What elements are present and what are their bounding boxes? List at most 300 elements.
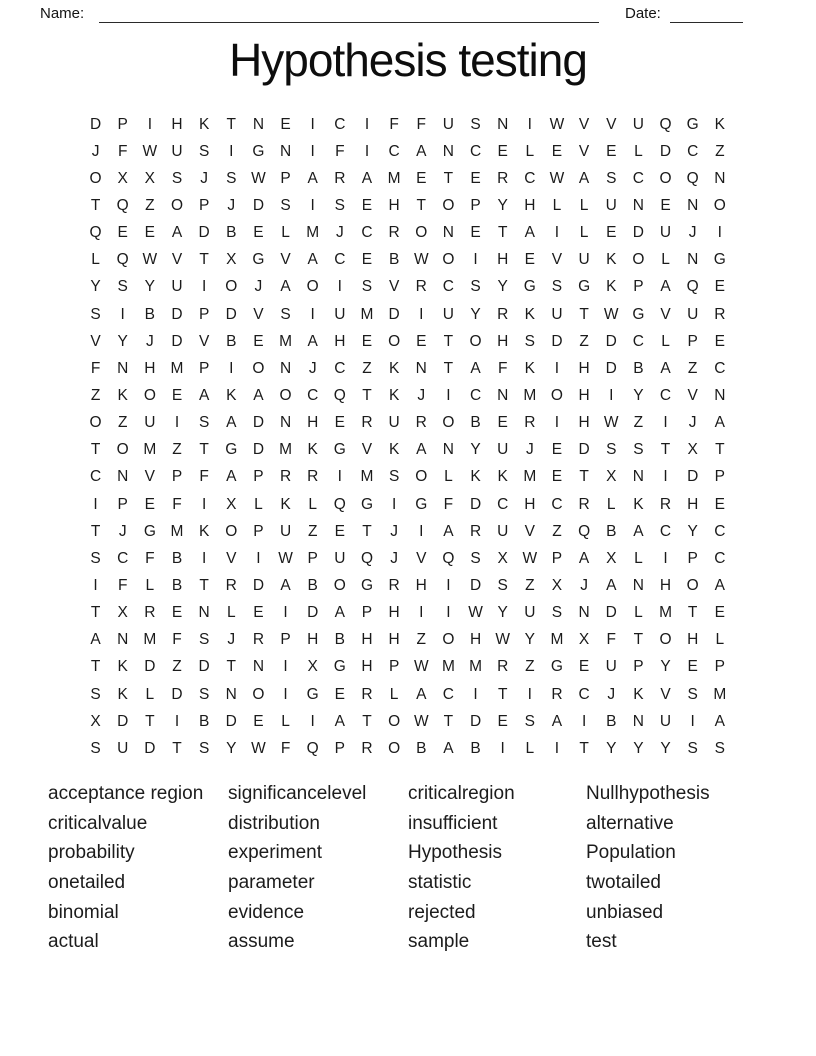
grid-letter: T bbox=[362, 522, 372, 540]
word-list-column bbox=[48, 779, 203, 957]
grid-letter: A bbox=[198, 386, 210, 404]
grid-letter: C bbox=[334, 359, 346, 377]
grid-letter: E bbox=[470, 224, 481, 242]
grid-letter: R bbox=[415, 278, 427, 296]
grid-letter: W bbox=[549, 169, 565, 187]
grid-letter: J bbox=[417, 386, 426, 404]
grid-letter: U bbox=[632, 115, 644, 133]
grid-letter: N bbox=[687, 251, 699, 269]
grid-letter: S bbox=[524, 712, 535, 730]
grid-letter: Q bbox=[333, 386, 346, 404]
grid-letter: P bbox=[171, 468, 183, 486]
grid-letter: N bbox=[252, 658, 265, 676]
grid-letter: S bbox=[687, 739, 698, 757]
grid-letter: D bbox=[469, 495, 482, 513]
grid-letter: Z bbox=[552, 522, 562, 540]
grid-letter: U bbox=[497, 522, 509, 540]
grid-letter: H bbox=[497, 251, 509, 269]
grid-letter: I bbox=[554, 739, 560, 757]
grid-letter: B bbox=[307, 576, 318, 594]
grid-letter: I bbox=[201, 278, 207, 296]
grid-letter: O bbox=[659, 631, 672, 649]
grid-letter: Y bbox=[524, 631, 535, 649]
word-list-column bbox=[228, 779, 366, 957]
grid-letter: R bbox=[714, 305, 726, 323]
date-fill-line bbox=[670, 22, 743, 23]
grid-letter: A bbox=[714, 414, 725, 432]
grid-letter: K bbox=[198, 522, 210, 540]
grid-letter: U bbox=[171, 278, 183, 296]
grid-letter: O bbox=[170, 196, 184, 214]
grid-letter: C bbox=[307, 386, 319, 404]
grid-letter: O bbox=[225, 278, 238, 296]
grid-letter: M bbox=[143, 631, 157, 649]
grid-letter: L bbox=[579, 196, 589, 214]
grid-letter: Q bbox=[686, 278, 699, 296]
grid-letter: F bbox=[497, 359, 508, 377]
grid-letter: N bbox=[442, 224, 454, 242]
grid-letter: G bbox=[578, 278, 591, 296]
grid-letter: M bbox=[306, 224, 320, 242]
grid-letter: N bbox=[279, 359, 292, 377]
grid-letter: C bbox=[442, 685, 454, 703]
grid-letter: E bbox=[497, 712, 508, 730]
grid-letter: E bbox=[334, 522, 345, 540]
grid-letter: A bbox=[253, 386, 264, 404]
grid-letter: X bbox=[226, 251, 237, 269]
grid-letter: H bbox=[334, 332, 346, 350]
grid-letter: S bbox=[551, 604, 563, 622]
grid-letter: V bbox=[198, 332, 210, 350]
grid-letter: D bbox=[171, 332, 183, 350]
grid-letter: J bbox=[688, 224, 697, 242]
grid-letter: O bbox=[659, 169, 672, 187]
grid-letter: O bbox=[333, 576, 346, 594]
grid-letter: D bbox=[171, 685, 183, 703]
grid-letter: S bbox=[633, 441, 644, 459]
grid-letter: T bbox=[497, 685, 508, 703]
grid-letter: F bbox=[606, 631, 616, 649]
grid-letter: B bbox=[388, 251, 400, 269]
grid-letter: I bbox=[283, 658, 288, 676]
grid-letter: N bbox=[117, 359, 129, 377]
grid-letter: H bbox=[388, 196, 400, 214]
grid-letter: W bbox=[251, 169, 266, 187]
grid-letter: K bbox=[307, 441, 318, 459]
grid-letter: I bbox=[93, 576, 98, 594]
grid-letter: I bbox=[201, 549, 207, 567]
grid-letter: H bbox=[524, 495, 536, 513]
grid-letter: K bbox=[388, 386, 400, 404]
grid-letter: T bbox=[443, 332, 454, 350]
grid-letter: N bbox=[442, 441, 454, 459]
grid-letter: L bbox=[389, 685, 399, 703]
grid-letter: G bbox=[252, 142, 265, 160]
grid-letter: Q bbox=[686, 169, 699, 187]
grid-letter: N bbox=[279, 414, 292, 432]
grid-letter: L bbox=[634, 549, 643, 567]
grid-letter: I bbox=[310, 196, 315, 214]
grid-letter: L bbox=[634, 142, 643, 160]
grid-letter: V bbox=[226, 549, 237, 567]
grid-letter: N bbox=[632, 712, 644, 730]
grid-letter: E bbox=[714, 604, 725, 622]
grid-letter: I bbox=[310, 142, 315, 160]
grid-letter: C bbox=[551, 495, 563, 513]
grid-letter: O bbox=[388, 712, 401, 730]
grid-letter: N bbox=[497, 115, 509, 133]
grid-letter: X bbox=[90, 712, 101, 730]
grid-letter: L bbox=[525, 739, 535, 757]
grid-letter: E bbox=[361, 196, 373, 214]
grid-letter: D bbox=[144, 658, 156, 676]
grid-letter: O bbox=[388, 332, 401, 350]
grid-letter: L bbox=[715, 631, 725, 649]
grid-letter: S bbox=[470, 115, 481, 133]
grid-letter: B bbox=[334, 631, 345, 649]
grid-letter: I bbox=[310, 305, 315, 323]
grid-letter: Z bbox=[172, 658, 182, 676]
grid-letter: W bbox=[495, 631, 510, 649]
grid-letter: R bbox=[469, 522, 482, 540]
grid-letter: I bbox=[283, 685, 288, 703]
grid-letter: Q bbox=[578, 522, 591, 540]
grid-letter: G bbox=[306, 685, 319, 703]
grid-letter: T bbox=[579, 468, 589, 486]
grid-letter: X bbox=[307, 658, 318, 676]
word-list-item: rejected bbox=[408, 901, 476, 923]
grid-letter: R bbox=[497, 658, 509, 676]
grid-letter: E bbox=[253, 224, 264, 242]
grid-letter: D bbox=[605, 332, 617, 350]
grid-letter: A bbox=[578, 549, 590, 567]
grid-letter: D bbox=[252, 196, 265, 214]
grid-letter: G bbox=[550, 658, 563, 676]
grid-letter: P bbox=[687, 549, 698, 567]
grid-letter: J bbox=[308, 359, 317, 377]
grid-letter: V bbox=[416, 549, 427, 567]
grid-letter: M bbox=[170, 522, 184, 540]
grid-letter: W bbox=[278, 549, 293, 567]
grid-letter: D bbox=[659, 142, 672, 160]
grid-letter: I bbox=[473, 251, 478, 269]
grid-letter: J bbox=[91, 142, 100, 160]
word-list-item: unbiased bbox=[586, 901, 664, 923]
grid-letter: F bbox=[172, 631, 182, 649]
grid-letter: N bbox=[252, 115, 265, 133]
grid-letter: V bbox=[660, 685, 671, 703]
word-list-item: twotailed bbox=[586, 872, 661, 894]
grid-letter: N bbox=[714, 386, 726, 404]
grid-letter: C bbox=[497, 495, 509, 513]
grid-letter: G bbox=[333, 658, 346, 676]
grid-letter: B bbox=[470, 414, 481, 432]
grid-letter: K bbox=[606, 278, 617, 296]
grid-letter: Z bbox=[579, 332, 589, 350]
grid-letter: T bbox=[687, 604, 698, 622]
grid-letter: M bbox=[279, 441, 293, 459]
grid-letter: G bbox=[333, 441, 346, 459]
grid-letter: Z bbox=[687, 359, 698, 377]
grid-letter: M bbox=[143, 441, 157, 459]
grid-letter: S bbox=[606, 169, 617, 187]
grid-letter: E bbox=[334, 414, 345, 432]
grid-letter: T bbox=[226, 658, 236, 676]
grid-letter: E bbox=[470, 169, 481, 187]
word-list-item: criticalregion bbox=[408, 783, 515, 804]
grid-letter: P bbox=[714, 658, 725, 676]
grid-letter: C bbox=[469, 142, 482, 160]
grid-letter: J bbox=[118, 522, 127, 540]
grid-letter: U bbox=[388, 414, 400, 432]
grid-letter: K bbox=[117, 658, 128, 676]
grid-letter: D bbox=[578, 441, 590, 459]
grid-letter: F bbox=[416, 115, 426, 133]
word-list-item: parameter bbox=[228, 872, 315, 894]
grid-letter: N bbox=[578, 604, 590, 622]
grid-letter: C bbox=[117, 549, 129, 567]
grid-letter: E bbox=[606, 224, 617, 242]
grid-letter: L bbox=[254, 495, 263, 513]
grid-letter: U bbox=[442, 115, 454, 133]
grid-letter: E bbox=[551, 441, 563, 459]
grid-letter: B bbox=[226, 224, 237, 242]
grid-letter: I bbox=[717, 224, 722, 242]
grid-letter: V bbox=[388, 278, 400, 296]
grid-letter: D bbox=[225, 305, 237, 323]
grid-letter: L bbox=[444, 468, 453, 486]
grid-letter: S bbox=[198, 739, 210, 757]
grid-letter: H bbox=[659, 576, 672, 594]
grid-letter: E bbox=[334, 685, 345, 703]
word-list-item: statistic bbox=[408, 872, 472, 894]
grid-letter: H bbox=[361, 658, 373, 676]
grid-letter: U bbox=[117, 739, 129, 757]
grid-letter: I bbox=[609, 386, 614, 404]
grid-letter: U bbox=[442, 305, 454, 323]
word-list-item: alternative bbox=[586, 812, 674, 834]
grid-letter: W bbox=[413, 712, 429, 730]
grid-letter: C bbox=[334, 115, 346, 133]
grid-letter: J bbox=[335, 224, 344, 242]
grid-letter: B bbox=[198, 712, 210, 730]
grid-letter: T bbox=[362, 712, 372, 730]
grid-letter: T bbox=[90, 604, 101, 622]
grid-letter: V bbox=[361, 441, 373, 459]
grid-letter: I bbox=[174, 712, 180, 730]
grid-letter: Q bbox=[333, 495, 346, 513]
grid-letter: P bbox=[633, 278, 644, 296]
grid-letter: L bbox=[281, 224, 290, 242]
grid-letter: U bbox=[171, 142, 183, 160]
grid-letter: R bbox=[388, 224, 400, 242]
grid-letter: R bbox=[524, 414, 536, 432]
grid-letter: S bbox=[361, 278, 373, 296]
grid-letter: P bbox=[633, 658, 644, 676]
grid-letter: T bbox=[199, 441, 209, 459]
grid-letter: N bbox=[442, 142, 454, 160]
grid-letter: Y bbox=[497, 604, 508, 622]
grid-letter: I bbox=[581, 712, 587, 730]
grid-letter: N bbox=[632, 576, 644, 594]
grid-letter: L bbox=[634, 604, 643, 622]
word-list-item: insufficient bbox=[408, 812, 498, 834]
grid-letter: Z bbox=[416, 631, 426, 649]
grid-letter: N bbox=[632, 468, 644, 486]
grid-letter: P bbox=[198, 305, 210, 323]
grid-letter: H bbox=[469, 631, 482, 649]
grid-letter: R bbox=[225, 576, 237, 594]
grid-letter: I bbox=[93, 495, 98, 513]
grid-letter: I bbox=[446, 386, 451, 404]
grid-letter: G bbox=[360, 576, 373, 594]
grid-letter: E bbox=[361, 251, 373, 269]
word-list-item: experiment bbox=[228, 842, 322, 864]
grid-letter: I bbox=[283, 604, 288, 622]
grid-letter: L bbox=[145, 576, 155, 594]
grid-letter: J bbox=[145, 332, 154, 350]
grid-letter: S bbox=[551, 278, 563, 296]
grid-letter: W bbox=[522, 549, 538, 567]
grid-letter: D bbox=[469, 712, 482, 730]
grid-letter: S bbox=[470, 278, 481, 296]
grid-letter: K bbox=[633, 495, 644, 513]
grid-letter: Z bbox=[172, 441, 182, 459]
grid-letter: X bbox=[687, 441, 698, 459]
grid-letter: O bbox=[442, 414, 455, 432]
grid-letter: O bbox=[442, 631, 455, 649]
grid-letter: H bbox=[415, 576, 427, 594]
grid-letter: O bbox=[415, 224, 428, 242]
grid-letter: R bbox=[361, 739, 373, 757]
grid-letter: E bbox=[117, 224, 128, 242]
grid-letter: D bbox=[252, 414, 265, 432]
word-list-item: Nullhypothesis bbox=[586, 783, 710, 804]
grid-letter: G bbox=[252, 251, 265, 269]
grid-letter: A bbox=[307, 169, 318, 187]
grid-letter: Y bbox=[470, 305, 481, 323]
name-label: Name: bbox=[40, 5, 85, 22]
word-list-item: distribution bbox=[228, 812, 320, 834]
word-list-item: Population bbox=[586, 842, 676, 864]
grid-letter: O bbox=[252, 685, 265, 703]
grid-letter: P bbox=[470, 196, 481, 214]
grid-letter: I bbox=[527, 685, 532, 703]
grid-letter: P bbox=[117, 495, 128, 513]
grid-letter: N bbox=[687, 196, 699, 214]
word-list-item: criticalvalue bbox=[48, 812, 148, 834]
grid-letter: F bbox=[117, 142, 128, 160]
grid-letter: S bbox=[90, 685, 101, 703]
grid-letter: Y bbox=[226, 739, 237, 757]
grid-letter: B bbox=[633, 359, 644, 377]
grid-letter: S bbox=[714, 739, 725, 757]
grid-letter: D bbox=[198, 224, 210, 242]
grid-letter: W bbox=[603, 305, 619, 323]
grid-letter: L bbox=[606, 495, 616, 513]
grid-letter: E bbox=[144, 495, 156, 513]
grid-letter: J bbox=[580, 576, 588, 594]
grid-letter: J bbox=[390, 522, 398, 540]
grid-letter: D bbox=[198, 658, 210, 676]
grid-letter: L bbox=[552, 196, 562, 214]
grid-letter: M bbox=[279, 332, 293, 350]
grid-letter: O bbox=[686, 576, 699, 594]
grid-letter: A bbox=[171, 224, 183, 242]
word-list-item: assume bbox=[228, 931, 295, 953]
grid-letter: Z bbox=[525, 658, 535, 676]
grid-letter: M bbox=[523, 386, 537, 404]
grid-letter: P bbox=[253, 522, 264, 540]
grid-letter: Y bbox=[633, 386, 644, 404]
grid-letter: C bbox=[578, 685, 590, 703]
grid-letter: I bbox=[364, 142, 370, 160]
grid-letter: A bbox=[606, 576, 617, 594]
grid-letter: Z bbox=[145, 196, 155, 214]
grid-letter: W bbox=[603, 414, 619, 432]
grid-letter: L bbox=[661, 251, 670, 269]
word-list-column bbox=[586, 779, 710, 957]
grid-letter: A bbox=[524, 224, 535, 242]
grid-letter: A bbox=[361, 169, 373, 187]
grid-letter: E bbox=[551, 142, 563, 160]
grid-letter: M bbox=[523, 468, 537, 486]
grid-letter: W bbox=[549, 115, 565, 133]
grid-letter: H bbox=[578, 359, 590, 377]
grid-letter: U bbox=[279, 522, 292, 540]
grid-letter: A bbox=[470, 359, 481, 377]
grid-letter: I bbox=[527, 115, 532, 133]
grid-letter: B bbox=[606, 522, 617, 540]
grid-letter: D bbox=[632, 224, 644, 242]
grid-letter: R bbox=[361, 414, 373, 432]
grid-letter: S bbox=[388, 468, 400, 486]
grid-letter: N bbox=[632, 196, 644, 214]
grid-letter: S bbox=[497, 576, 508, 594]
grid-letter: S bbox=[280, 196, 291, 214]
grid-letter: I bbox=[554, 224, 560, 242]
grid-letter: H bbox=[307, 414, 319, 432]
grid-letter: C bbox=[388, 142, 400, 160]
grid-letter: L bbox=[281, 712, 290, 730]
grid-letter: H bbox=[497, 332, 509, 350]
grid-letter: I bbox=[120, 305, 125, 323]
grid-letter: S bbox=[171, 169, 183, 187]
grid-letter: L bbox=[525, 142, 535, 160]
grid-letter: X bbox=[226, 495, 237, 513]
grid-letter: X bbox=[144, 169, 156, 187]
grid-letter: I bbox=[310, 115, 315, 133]
grid-letter: F bbox=[443, 495, 454, 513]
word-list-item: Hypothesis bbox=[408, 842, 502, 864]
grid-letter: N bbox=[279, 142, 292, 160]
grid-letter: I bbox=[337, 468, 342, 486]
grid-letter: A bbox=[714, 712, 725, 730]
grid-letter: X bbox=[117, 169, 128, 187]
grid-letter: U bbox=[524, 604, 536, 622]
grid-letter: N bbox=[225, 685, 237, 703]
grid-letter: W bbox=[142, 142, 158, 160]
grid-letter: N bbox=[117, 631, 129, 649]
grid-letter: A bbox=[443, 739, 454, 757]
grid-letter: V bbox=[578, 115, 590, 133]
grid-letter: V bbox=[687, 386, 698, 404]
grid-letter: I bbox=[446, 576, 451, 594]
grid-letter: M bbox=[441, 658, 455, 676]
grid-letter: B bbox=[171, 549, 183, 567]
grid-letter: T bbox=[416, 196, 426, 214]
grid-letter: Y bbox=[687, 522, 698, 540]
